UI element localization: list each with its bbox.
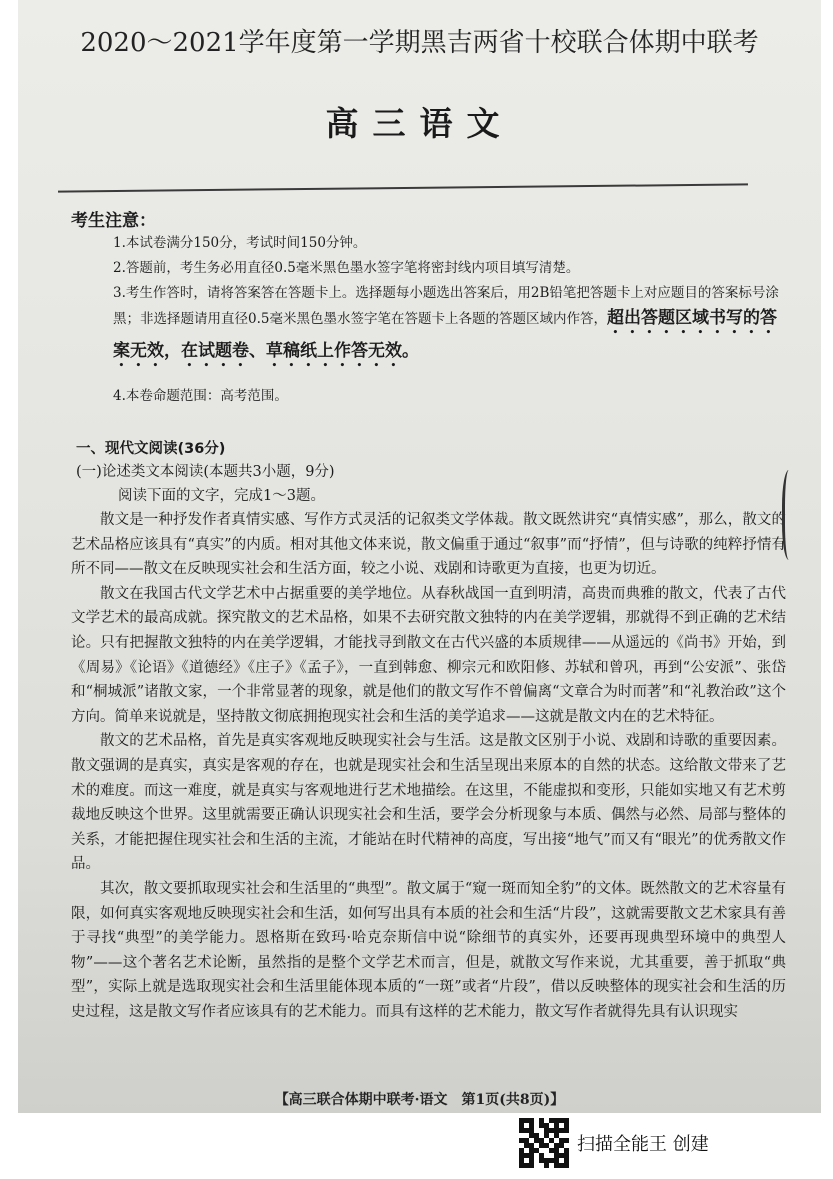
scanner-watermark xyxy=(519,1118,709,1168)
qr-code-icon xyxy=(519,1118,569,1168)
notice-item-2: 2.答题前，考生务必用直径0.5毫米黑色墨水签字笔将密封线内项目填写清楚。 xyxy=(113,260,580,276)
notice-item-3-warning: 超出答题区域书写的答案无效，在试题卷、草稿纸上作答无效。 xyxy=(113,308,777,361)
notice-item-3-text: 3.考生作答时，请将答案答在答题卡上。选择题每小题选出答案后，用2B铅笔把答题卡上对应题目的答案标号涂黑；非选择题请用直径0.5毫米黑色墨水签字笔在答题卡上各题的答题区域内作答， xyxy=(113,285,779,327)
notice-title: 考生注意： xyxy=(71,211,156,231)
notice-item-4: 4.本卷命题范围：高考范围。 xyxy=(113,388,288,404)
passage-paragraph-2: 散文在我国古代文学艺术中占据重要的美学地位。从春秋战国一直到明清，高贵而典雅的散文，代表了古代文学艺术的最高成就。探究散文的艺术品格，如果不去研究散文独特的内在美学逻辑，那就得不到正确的艺术结论。只有把握散文独特的内在美学逻辑，才能找寻到散文在古代兴盛的本质规律——从遥远的《尚书》开始，到《周易》《论语》《道德经》《庄子》《孟子》，一直到韩愈、柳宗元和欧阳修、苏轼和曾巩，再到“公安派”、张岱和“桐城派”诸散文家，一个非常显著的现象，就是他们的散文写作不曾偏离“文章合为时而著”和“礼教治政”这个方向。简单来说就是，坚持散文彻底拥抱现实社会和生活的美学追求——这就是散文内在的艺术特征。 xyxy=(71,585,786,725)
exam-title: 2020～2021学年度第一学期黑吉两省十校联合体期中联考 xyxy=(80,28,759,58)
section-subheading: (一)论述类文本阅读(本题共3小题，9分) xyxy=(76,464,335,480)
passage-paragraph-4: 其次，散文要抓取现实社会和生活里的“典型”。散文属于“窥一斑而知全豹”的文体。既然散文的艺术容量有限，如何真实客观地反映现实社会和生活，如何写出具有本质的社会和生活“片段”，这就需要散文艺术家具有善于寻找“典型”的美学能力。恩格斯在致玛·哈克奈斯信中说“除细节的真实外，还要再现典型环境中的典型人物”——这个著名艺术论断，虽然指的是整个文学艺术而言，但是，就散文写作来说，尤其重要，善于抓取“典型”，实际上就是选取现实社会和生活里能体现本质的“一斑”或者“片段”，借以反映整体的现实社会和生活的历史过程，这是散文写作者应该具有的艺术能力。而具有这样的艺术能力，散文写作者就得先具有认识现实 xyxy=(71,880,786,1020)
reading-instruction: 阅读下面的文字，完成1～3题。 xyxy=(118,488,325,504)
passage-paragraph-1: 散文是一种抒发作者真情实感、写作方式灵活的记叙类文学体裁。散文既然讲究“真情实感”，那么，散文的艺术品格应该具有“真实”的内质。相对其他文体来说，散文偏重于通过“叙事”而“抒情”，但与诗歌的纯粹抒情有所不同——散文在反映现实社会和生活方面，较之小说、戏剧和诗歌更为直接，也更为切近。 xyxy=(71,512,786,578)
reading-passage xyxy=(71,508,786,1024)
watermark-text: 扫描全能王 创建 xyxy=(577,1134,709,1155)
notice-item-1: 1.本试卷满分150分，考试时间150分钟。 xyxy=(113,235,367,251)
page-footer: 【高三联合体期中联考·语文 第1页(共8页)】 xyxy=(274,1092,565,1108)
notice-item-3 xyxy=(113,281,783,371)
section-heading: 一、现代文阅读(36分) xyxy=(76,441,226,457)
passage-paragraph-3: 散文的艺术品格，首先是真实客观地反映现实社会与生活。这是散文区别于小说、戏剧和诗歌的重要因素。散文强调的是真实，真实是客观的存在，也就是现实社会和生活呈现出来原本的自然的状态。这给散文带来了艺术的难度。而这一难度，就是真实与客观地进行艺术地描绘。在这里，不能虚拟和变形，只能如实地又有艺术剪裁地反映这个世界。这里就需要正确认识现实社会和生活，要学会分析现象与本质、偶然与必然、局部与整体的关系，才能把握住现实社会和生活的主流，才能站在时代精神的高度，写出接“地气”而又有“眼光”的优秀散文作品。 xyxy=(71,733,786,873)
subject-title: 高三语文 xyxy=(325,104,514,143)
header-divider xyxy=(58,183,748,192)
exam-paper xyxy=(18,0,821,1113)
pen-mark xyxy=(782,470,799,560)
